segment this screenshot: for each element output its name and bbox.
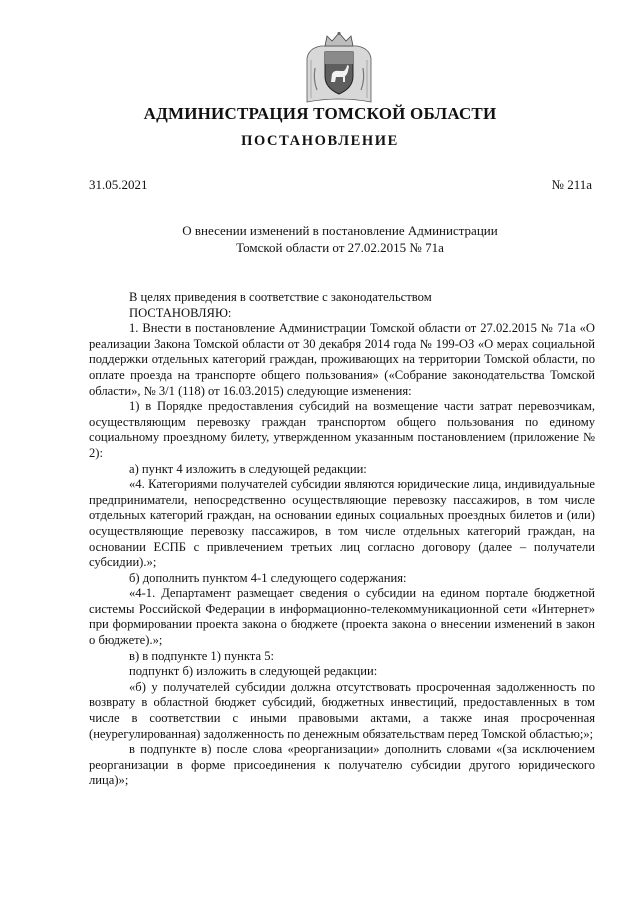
organization-name: АДМИНИСТРАЦИЯ ТОМСКОЙ ОБЛАСТИ [143,104,497,123]
document-type: ПОСТАНОВЛЕНИЕ [241,133,399,149]
decree-word: ПОСТАНОВЛЯЮ: [129,305,232,320]
document-body [89,290,595,789]
paragraph: б) дополнить пунктом 4-1 следующего содержания: [129,570,407,585]
paragraph: «4-1. Департамент размещает сведения о субсидии на едином портале бюджетной системы Российской Федерации в информационно-телекоммуникационной сети «Интернет» при формировании проекта закона о бюджете (проекта закона о внесении изменений в закон о бюджете).»; [89,586,595,648]
paragraph: «б) у получателей субсидии должна отсутствовать просроченная задолженность по возврату в областной бюджет субсидий, бюджетных инвестиций, предоставленных в том числе в соответствии с иными правовыми актами, а также иная просроченная (неурегулированная) задолженность по денежным обязательствам перед Томской областью;»; [89,679,595,741]
paragraph: 1) в Порядке предоставления субсидий на возмещение части затрат перевозчикам, осуществляющим перевозку граждан транспортом общего пользования по единому социальному проездному билету, утвержденном указанным постановлением (приложение № 2): [89,399,595,460]
paragraph: «4. Категориями получателей субсидии являются юридические лица, индивидуальные предприниматели, непосредственно осуществляющие перевозку пассажиров, в том числе отдельных категорий граждан, на основании единых социальных проездных билетов и (или) осуществляющие перевозку пассажиров, в том числе отдельных категорий граждан, на основании ЕСПБ с привлечением третьих лиц согласно договору (далее – получатели субсидии).»; [89,477,595,570]
paragraph: подпункт б) изложить в следующей редакции: [129,664,378,679]
coat-of-arms-icon [301,30,377,106]
preamble: В целях приведения в соответствие с законодательством [129,290,432,304]
paragraph: 1. Внести в постановление Администрации Томской области от 27.02.2015 № 71а «О реализации Закона Томской области от 30 декабря 2014 года № 199-ОЗ «О мерах социальной поддержки отдельных категорий граждан, проживающих на территории Томской области, по оплате проезда на транспорте общего пользования» («Собрание законодательства Томской области», № 3/1 (118) от 16.03.2015) следующие изменения: [89,321,595,398]
subject-line: Томской области от 27.02.2015 № 71а [236,240,444,255]
subject-line: О внесении изменений в постановление Администрации [182,223,498,238]
paragraph: в подпункте в) после слова «реорганизации» дополнить словами «(за исключением реорганизации в форме присоединения к получателю субсидии другого юридического лица)»; [89,742,595,788]
paragraph: в) в подпункте 1) пункта 5: [129,648,274,663]
document-number: № 211а [551,177,592,192]
paragraph: а) пункт 4 изложить в следующей редакции: [129,461,367,476]
document-subject [160,222,520,256]
document-date: 31.05.2021 [89,177,148,192]
